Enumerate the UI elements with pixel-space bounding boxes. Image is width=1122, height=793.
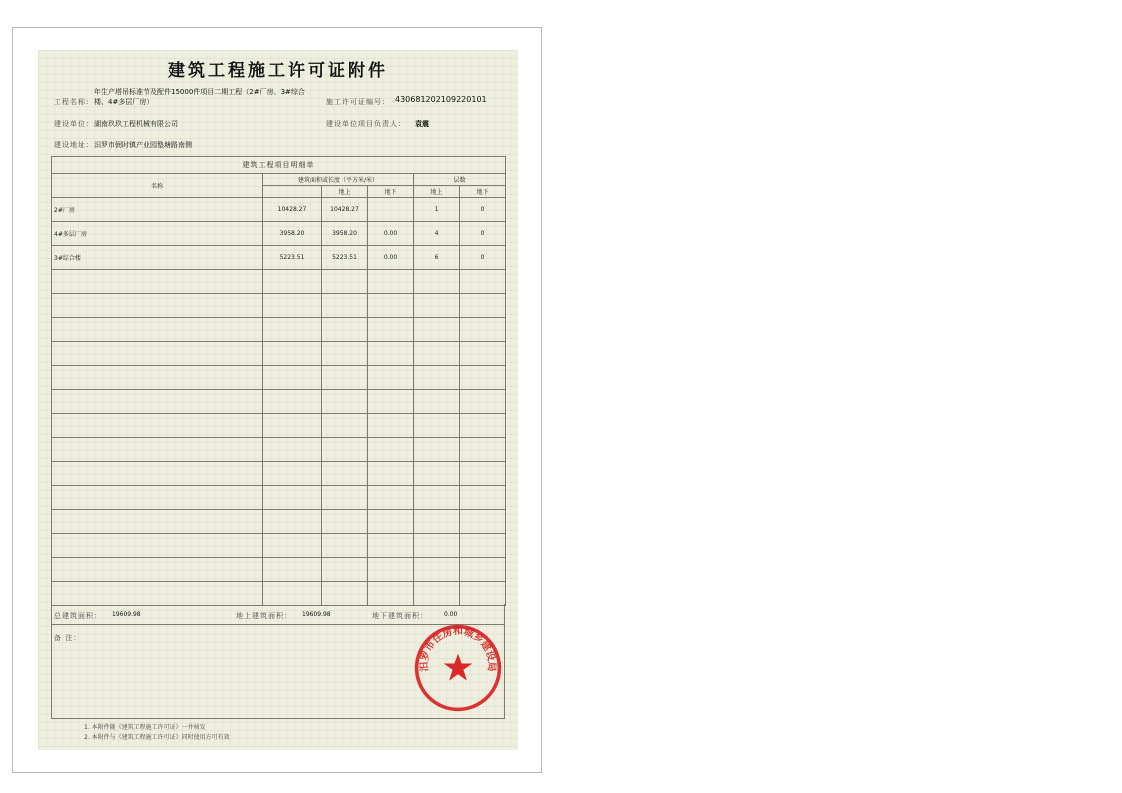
table-row-empty [52,438,506,462]
certificate-attachment [38,50,518,750]
project-detail-table [51,156,506,606]
empty-cell [322,414,368,438]
above-area-label: 地上建筑面积： [236,612,292,620]
table-row-empty [52,462,506,486]
below-area-label: 地下建筑面积： [372,612,428,620]
builder-manager-label: 建设单位项目负责人： [326,120,406,128]
row-name: 3#综合楼 [52,246,263,270]
row-area: 3958.20 [263,222,322,246]
empty-cell [52,414,263,438]
empty-cell [52,390,263,414]
empty-cell [414,510,460,534]
empty-cell [263,558,322,582]
empty-cell [414,294,460,318]
address: 汨罗市弼时镇产业园塾塘路南侧 [94,141,192,149]
table-row-empty [52,582,506,606]
project-name-line2: 楼、4#多层厂房） [94,98,154,106]
empty-cell [52,462,263,486]
empty-cell [368,510,414,534]
empty-cell [322,366,368,390]
row-below: 0.00 [368,222,414,246]
project-name-label: 工程名称: [54,98,90,106]
official-seal [413,623,503,713]
row-above: 5223.51 [322,246,368,270]
empty-cell [414,366,460,390]
row-floors-below: 0 [460,246,506,270]
empty-cell [263,366,322,390]
empty-cell [322,438,368,462]
empty-cell [368,366,414,390]
empty-cell [322,462,368,486]
empty-cell [52,438,263,462]
total-area-label: 总建筑面积： [54,612,102,620]
empty-cell [263,270,322,294]
row-floors-above: 4 [414,222,460,246]
empty-cell [460,558,506,582]
empty-cell [322,318,368,342]
col-header-floors-below: 地下 [460,186,506,198]
empty-cell [414,558,460,582]
table-row-empty [52,270,506,294]
empty-cell [52,486,263,510]
empty-cell [460,390,506,414]
empty-cell [460,582,506,606]
empty-cell [368,270,414,294]
empty-cell [52,270,263,294]
col-header-floors-above: 地上 [414,186,460,198]
empty-cell [460,342,506,366]
empty-cell [460,414,506,438]
svg-text:汨罗市住房和城乡建设局: 汨罗市住房和城乡建设局 [419,626,497,672]
empty-cell [414,534,460,558]
empty-cell [414,318,460,342]
document-title: 建筑工程施工许可证附件 [168,61,388,81]
empty-cell [414,270,460,294]
table-row-empty [52,486,506,510]
empty-cell [414,390,460,414]
empty-cell [414,582,460,606]
table-row [52,198,506,222]
empty-cell [52,366,263,390]
empty-cell [368,486,414,510]
empty-cell [263,342,322,366]
note-2: 2. 本附件与《建筑工程施工许可证》同时使用方可有效 [84,734,230,741]
empty-cell [263,582,322,606]
empty-cell [52,582,263,606]
empty-cell [322,342,368,366]
empty-cell [263,510,322,534]
empty-cell [460,438,506,462]
empty-cell [322,510,368,534]
empty-cell [368,582,414,606]
col-header-above: 地上 [322,186,368,198]
empty-cell [368,438,414,462]
row-name: 2#厂房 [52,198,263,222]
builder-name: 湖南玖玖工程机械有限公司 [94,120,178,128]
total-area: 19609.98 [112,611,141,618]
empty-cell [322,270,368,294]
table-row-empty [52,294,506,318]
table-row-empty [52,390,506,414]
table-row-empty [52,558,506,582]
row-below [368,198,414,222]
empty-cell [52,534,263,558]
empty-cell [368,414,414,438]
empty-cell [263,294,322,318]
empty-cell [263,534,322,558]
table-row [52,222,506,246]
above-area: 19609.98 [302,611,331,618]
empty-cell [322,534,368,558]
empty-cell [460,510,506,534]
table-row-empty [52,510,506,534]
empty-cell [460,366,506,390]
empty-cell [368,462,414,486]
empty-cell [263,414,322,438]
empty-cell [460,534,506,558]
empty-cell [52,294,263,318]
empty-cell [52,318,263,342]
note-1: 1. 本附件随《建筑工程施工许可证》一并核发 [84,724,206,731]
row-floors-above: 6 [414,246,460,270]
empty-cell [460,462,506,486]
empty-cell [52,342,263,366]
empty-cell [460,318,506,342]
empty-cell [414,462,460,486]
address-label: 建设地址： [54,141,94,149]
empty-cell [368,558,414,582]
empty-cell [368,342,414,366]
table-row-empty [52,342,506,366]
empty-cell [263,390,322,414]
empty-cell [368,534,414,558]
table-row-empty [52,534,506,558]
table-row-empty [52,414,506,438]
empty-cell [368,294,414,318]
empty-cell [322,558,368,582]
empty-cell [368,390,414,414]
empty-cell [460,486,506,510]
row-floors-below: 0 [460,222,506,246]
empty-cell [460,270,506,294]
empty-cell [414,486,460,510]
empty-cell [414,438,460,462]
row-area: 5223.51 [263,246,322,270]
col-header-below: 地下 [368,186,414,198]
builder-label: 建设单位： [54,120,94,128]
empty-cell [322,390,368,414]
row-floors-above: 1 [414,198,460,222]
empty-cell [52,510,263,534]
table-row-empty [52,318,506,342]
row-above: 3958.20 [322,222,368,246]
remarks-label: 备 注： [54,634,82,642]
empty-cell [414,342,460,366]
empty-cell [263,462,322,486]
col-header-area: 建筑面积或长度（平方米/米） [263,174,414,186]
empty-cell [414,414,460,438]
col-header-floors: 层数 [414,174,506,186]
empty-cell [52,558,263,582]
empty-cell [263,438,322,462]
empty-cell [460,294,506,318]
empty-cell [322,486,368,510]
row-below: 0.00 [368,246,414,270]
permit-no-label: 施工许可证编号： [326,98,390,106]
empty-cell [263,318,322,342]
below-area: 0.00 [444,611,458,618]
permit-no: 430681202109220101 [395,95,487,104]
project-name-line1: 年生产塔吊标准节及配件15000件项目二期工程（2#厂房、3#综合 [94,88,305,96]
builder-manager: 袁震 [415,120,429,128]
empty-cell [368,318,414,342]
table-row [52,246,506,270]
row-floors-below: 0 [460,198,506,222]
empty-cell [322,294,368,318]
row-name: 4#多层厂房 [52,222,263,246]
col-header-name: 名称 [52,174,263,198]
empty-cell [263,486,322,510]
row-above: 10428.27 [322,198,368,222]
table-caption: 建筑工程项目明细单 [52,157,506,174]
empty-cell [322,582,368,606]
row-area: 10428.27 [263,198,322,222]
table-row-empty [52,366,506,390]
